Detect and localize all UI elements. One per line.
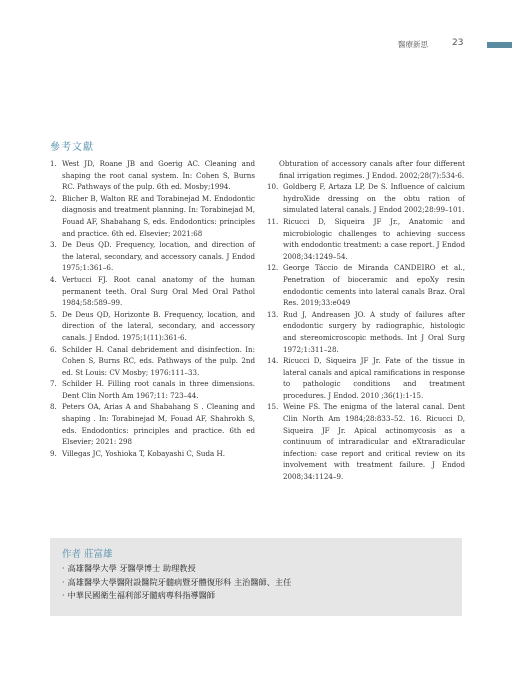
reference-number: 9. (50, 448, 57, 458)
reference-number: 11. (267, 216, 279, 226)
author-credential: · 高雄醫學大學 牙醫學博士 助理教授 (62, 562, 291, 576)
author-box (50, 538, 462, 616)
references-list-left (50, 158, 255, 459)
reference-item (50, 274, 255, 309)
references-heading: 參考文獻 (50, 142, 94, 153)
reference-text: Blicher B, Walton RE and Torabinejad M. Endodontic diagnosis and treatment planning. In: Torabinejad M, Fouad AF, Shabahang S, eds. Endodontics: principles and practice. 6th ed. Elsevier; 2021:68 (62, 193, 255, 238)
reference-item (50, 448, 255, 460)
section-name: 醫療新思 (398, 40, 428, 49)
reference-text: Rud J, Andreasen JO. A study of failures after endodontic surgery by radiographic, histologic and stereomicroscopic methods. Int J Oral Surg 1972;1:311–28. (283, 309, 465, 354)
reference-item (267, 262, 465, 308)
reference-item (267, 355, 465, 401)
reference-text: De Deus QD, Horizonte B. Frequency, location, and direction of the lateral, secondary, and accessory canals. J Endod. 1975;1(11):361-6. (62, 309, 255, 342)
reference-item (50, 378, 255, 401)
reference-number: 8. (50, 402, 57, 412)
reference-text: George Táccio de Miranda CANDEIRO et al., Penetration of bioceramic and epoXy resin endodontic cements into lateral canals Braz. Oral Res. 2019;33:e049 (283, 263, 465, 308)
reference-number: 6. (50, 344, 57, 354)
reference-number: 15. (267, 402, 279, 412)
reference-text: Villegas JC, Yoshioka T, Kobayashi C, Suda H. (62, 448, 225, 458)
reference-item (50, 401, 255, 447)
reference-number: 12. (267, 263, 279, 273)
author-credential: · 高雄醫學大學醫附設醫院牙髓病暨牙體復形科 主治醫師、主任 (62, 576, 291, 590)
author-credential: · 中華民國衛生福利部牙髓病專科指導醫師 (62, 589, 291, 603)
reference-item (267, 216, 465, 262)
reference-item (267, 158, 465, 181)
reference-item (267, 181, 465, 216)
references-list-right (267, 158, 465, 483)
author-credentials (62, 562, 291, 603)
reference-item (50, 309, 255, 344)
reference-text: Schilder H. Canal debridement and disinfection. In: Cohen S, Burns RC, eds. Pathways of the pulp. 2nd ed. St Louis: CV Mosby; 1976:111–33. (62, 344, 255, 377)
reference-text: Peters OA, Arias A and Shabahang S . Cleaning and shaping . In: Torabinejad M, Fouad AF, Shahrokh S, eds. Endodontics: principles and practice. 6th ed Elsevier; 2021: 298 (62, 402, 255, 447)
page-header (0, 38, 512, 52)
reference-text: Schilder H. Filling root canals in three dimensions. Dent Clin North Am 1967;11: 723–44. (62, 379, 255, 400)
reference-item (50, 158, 255, 193)
reference-item (267, 401, 465, 482)
reference-text: Weine FS. The enigma of the lateral canal. Dent Clin North Am 1984;28:833–52. 16. Ricucci D, Siqueira JF Jr. Apical actinomycosis as a continuum of intraradicular and eXtraradicular infection: case report and critical review on its involvement with treatment failure. J Endod 2008;34:1124–9. (283, 402, 465, 482)
reference-item (50, 239, 255, 274)
references-left-column (50, 158, 255, 459)
reference-number: 2. (50, 193, 57, 203)
reference-item (50, 193, 255, 239)
reference-number: 13. (267, 309, 279, 319)
header-accent-bar (487, 42, 512, 48)
reference-text: Vertucci FJ. Root canal anatomy of the human permanent teeth. Oral Surg Oral Med Oral Pathol 1984;58:589–99. (62, 274, 255, 308)
author-title: 作者 莊富雄 (62, 549, 113, 560)
reference-text: De Deus QD. Frequency, location, and direction of the lateral, secondary, and accessory canals. J Endod 1975;1:361–6. (62, 240, 255, 273)
reference-number: 1. (50, 159, 57, 168)
reference-number: 10. (267, 182, 279, 192)
reference-text: Ricucci D, Siqueira JF Jr. Fate of the tissue in lateral canals and apical ramifications in response to pathologic conditions and treatment procedures. J Endod. 2010 ;36(1):1-15. (283, 356, 465, 400)
reference-number: 3. (50, 240, 57, 250)
reference-item (267, 309, 465, 355)
references-right-column (267, 158, 465, 483)
reference-item (50, 344, 255, 379)
reference-text: Goldberg F, Artaza LP, De S. Influence of calcium hydroXide dressing on the obtu ration of simulated lateral canals. J Endod 2002;28:99–101. (283, 182, 465, 215)
reference-text: Ricucci D, Siqueira JF Jr., Anatomic and microbiologic challenges to achieving success with endodontic treatment: a case report. J Endod 2008;34:1249–54. (283, 216, 465, 261)
reference-text: West JD, Roane JB and Goerig AC. Cleaning and shaping the root canal system. In: Cohen S, Burns RC. Pathways of the pulp. 6th ed. Mosby;1994. (62, 159, 255, 192)
page-number: 23 (452, 38, 464, 48)
reference-number: 14. (267, 356, 279, 366)
reference-number: 7. (50, 379, 57, 389)
reference-number: 4. (50, 274, 57, 284)
reference-text: Obturation of accessory canals after four different final irrigation regimes. J Endod. 2002;28(7):534-6. (279, 159, 465, 180)
reference-number: 5. (50, 309, 57, 319)
